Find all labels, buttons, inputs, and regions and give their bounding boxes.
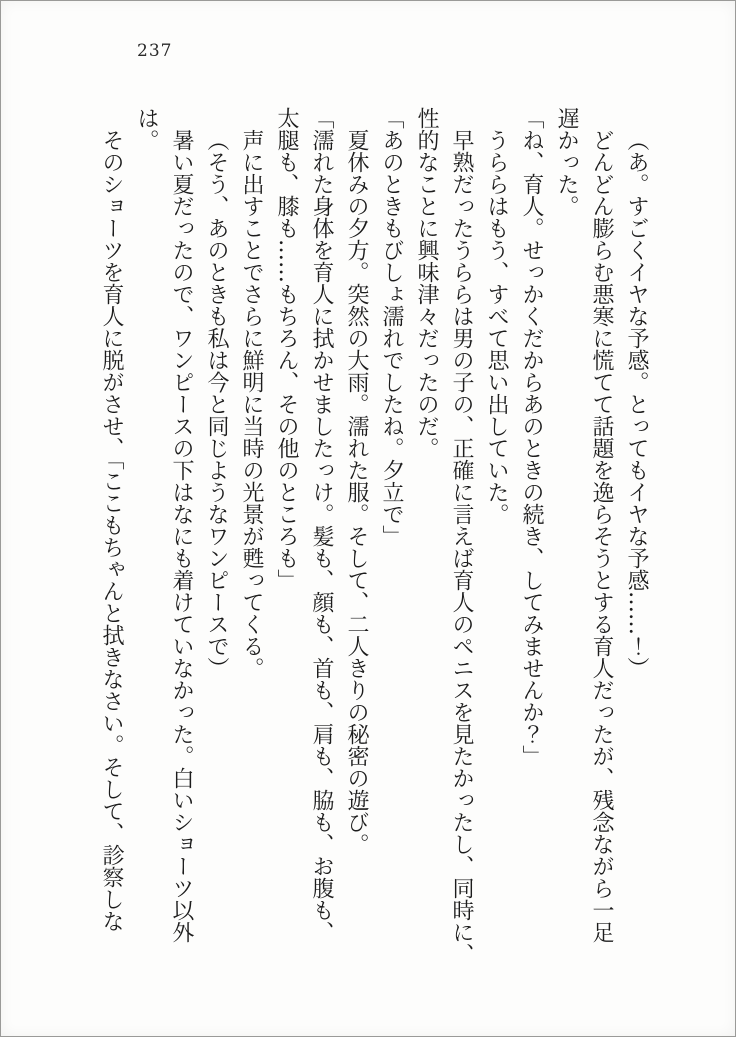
text-line: （そう、あのときも私は今と同じようなワンピースで） xyxy=(204,129,229,679)
text-line: そのショーツを育人に脱がさせ、「ここもちゃんと拭きなさい。そして、診察しな xyxy=(99,129,124,932)
text-line: 太腿も、膝も……もちろん、その他のところも」 xyxy=(274,107,299,591)
text-line: 声に出すことでさらに鮮明に当時の光景が甦ってくる。 xyxy=(239,129,264,679)
vertical-text-block xyxy=(94,107,654,965)
text-line: 早熟だったうららは男の子の、正確に言えば育人のペニスを見たかったし、同時に、 xyxy=(449,129,474,965)
text-line: 「濡れた身体を育人に拭かせましたっけ。髪も、顔も、首も、肩も、脇も、お腹も、 xyxy=(309,107,334,943)
text-line: どんどん膨らむ悪寒に慌てて話題を逸らそうとする育人だったが、残念ながら一足 xyxy=(589,129,614,943)
text-line: 夏休みの夕方。突然の大雨。濡れた服。そして、二人きりの秘密の遊び。 xyxy=(344,129,369,855)
text-line: うららはもう、すべて思い出していた。 xyxy=(484,129,509,525)
text-line: 性的なことに興味津々だったのだ。 xyxy=(414,107,439,459)
text-line: （あ。すごくイヤな予感。とってもイヤな予感……！） xyxy=(624,129,649,679)
page-number: 237 xyxy=(137,41,173,61)
text-line: 遅かった。 xyxy=(554,107,579,217)
text-line: 「ね、育人。せっかくだからあのときの続き、してみませんか？」 xyxy=(519,107,544,767)
text-line: 「あのときもびしょ濡れでしたね。夕立で」 xyxy=(379,107,404,547)
text-line: 暑い夏だったので、ワンピースの下はなにも着けていなかった。白いショーツ以外 xyxy=(169,129,194,943)
text-line: は。 xyxy=(134,107,159,151)
